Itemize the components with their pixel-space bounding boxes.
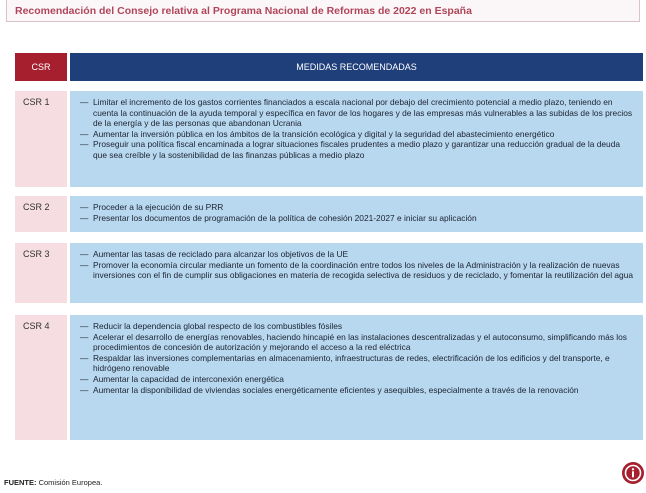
info-icon-glyph (622, 462, 644, 484)
list-item: — Limitar el incremento de los gastos corrientes financiados a escala nacional por debajo del crecimiento potencial a medio plazo, teniendo en cuenta la continuación de la ayuda temporal y específica en favor de los hogares y de las empresas más vulnerables a las subidas de los precios de la energía y de las personas que abandonan Ucrania (80, 97, 635, 129)
source-label: FUENTE: (4, 478, 37, 487)
list-item: — Proceder a la ejecución de su PRR (80, 202, 635, 213)
list-item: — Presentar los documentos de programación de la política de cohesión 2021-2027 e iniciar su aplicación (80, 213, 635, 224)
list-item: — Promover la economía circular mediante un fomento de la coordinación entre todos los niveles de la Administración y la realización de nuevas inversiones con el fin de cumplir sus obligaciones en materia de recogida selectiva de residuos y de reciclado, y fomentar la reutilización del agua (80, 260, 635, 281)
info-icon[interactable] (622, 462, 644, 484)
source-text: Comisión Europea. (36, 478, 103, 487)
measures-cell (70, 315, 643, 440)
measures-list (80, 321, 635, 395)
list-item: — Aumentar la disponibilidad de viviendas sociales energéticamente eficientes y asequibles, especialmente a través de la renovación (80, 385, 635, 396)
measures-list (80, 249, 635, 281)
csr-label: CSR 4 (15, 315, 67, 440)
page-title: Recomendación del Consejo relativa al Programa Nacional de Reformas de 2022 en España (15, 5, 472, 17)
list-item: — Respaldar las inversiones complementarias en almacenamiento, infraestructuras de redes, electrificación de los edificios y del transporte, e hidrógeno renovable (80, 353, 635, 374)
csr-label: CSR 2 (15, 196, 67, 232)
header-measures: MEDIDAS RECOMENDADAS (70, 53, 643, 81)
header-csr: CSR (15, 53, 67, 81)
measures-cell (70, 196, 643, 232)
list-item: — Aumentar la capacidad de interconexión energética (80, 374, 635, 385)
list-item: — Aumentar las tasas de reciclado para alcanzar los objetivos de la UE (80, 249, 635, 260)
csr-label: CSR 1 (15, 91, 67, 187)
measures-cell (70, 243, 643, 303)
title-bar (6, 0, 640, 22)
list-item: — Acelerar el desarrollo de energías renovables, haciendo hincapié en las instalaciones descentralizadas y el autoconsumo, simplificando más los procedimientos de concesión de autorización y mejorando el acceso a la red eléctrica (80, 332, 635, 353)
measures-list (80, 97, 635, 161)
measures-list (80, 202, 635, 223)
list-item: — Proseguir una política fiscal encaminada a lograr situaciones fiscales prudentes a medio plazo y garantizar una reducción gradual de la deuda que sea creíble y la sostenibilidad de las finanzas públicas a medio plazo (80, 139, 635, 160)
list-item: — Aumentar la inversión pública en los ámbitos de la transición ecológica y digital y la seguridad del abastecimiento energético (80, 129, 635, 140)
csr-label: CSR 3 (15, 243, 67, 303)
list-item: — Reducir la dependencia global respecto de los combustibles fósiles (80, 321, 635, 332)
source-note (4, 478, 102, 487)
measures-cell (70, 91, 643, 187)
